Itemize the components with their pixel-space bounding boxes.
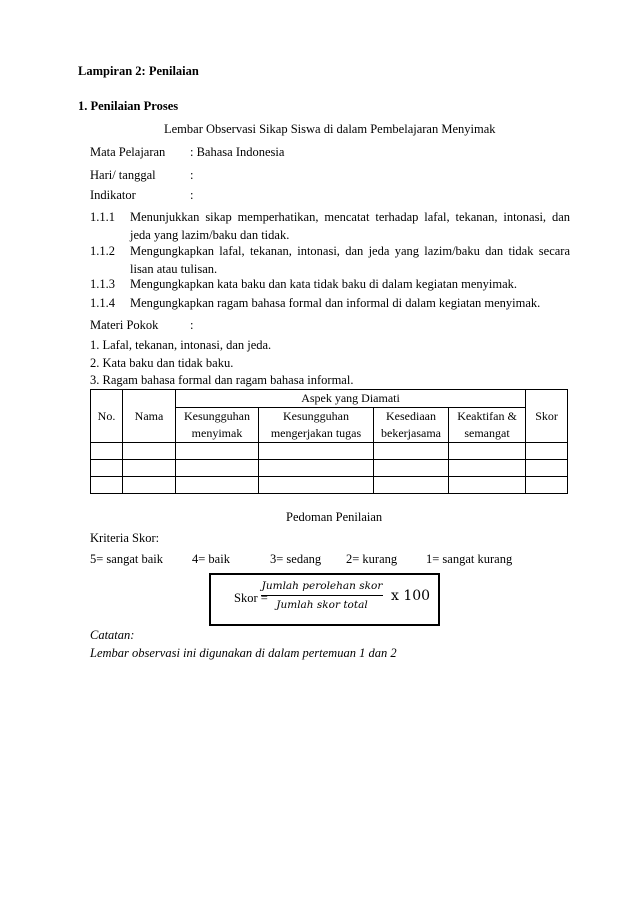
score-formula-box bbox=[209, 573, 440, 626]
fraction-line bbox=[261, 595, 383, 596]
indicator-item bbox=[90, 275, 570, 293]
field-value-indikator: : bbox=[190, 188, 194, 202]
field-label-indikator: Indikator bbox=[90, 188, 136, 202]
kriteria-label: Kriteria Skor: bbox=[90, 531, 160, 545]
indicator-text: Mengungkapkan ragam bahasa formal dan informal di dalam kegiatan menyimak. bbox=[130, 296, 541, 310]
pedoman-title: Pedoman Penilaian bbox=[286, 510, 383, 524]
field-value-hari-tanggal: : bbox=[190, 168, 194, 182]
kriteria-item: 5= sangat baik bbox=[90, 552, 164, 566]
materi-item: 3. Ragam bahasa formal dan ragam bahasa informal. bbox=[90, 373, 354, 387]
header-aspek-kesungguhan-menyimak: Kesungguhan menyimak bbox=[176, 408, 259, 443]
indicator-text: Menunjukkan sikap memperhatikan, mencatat terhadap lafal, tekanan, intonasi, dan jeda yang lazim/baku dan tidak. bbox=[130, 210, 570, 242]
table-row bbox=[91, 477, 568, 494]
formula-denominator: Jumlah skor total bbox=[276, 599, 368, 611]
table-row bbox=[91, 460, 568, 477]
materi-label: Materi Pokok bbox=[90, 318, 159, 332]
header-no: No. bbox=[91, 390, 123, 443]
field-label-mata-pelajaran: Mata Pelajaran bbox=[90, 145, 166, 159]
indicator-number: 1.1.2 bbox=[90, 244, 115, 258]
header-nama: Nama bbox=[123, 390, 176, 443]
indicator-text: Mengungkapkan kata baku dan kata tidak baku di dalam kegiatan menyimak. bbox=[130, 277, 518, 291]
header-aspek-diamati: Aspek yang Diamati bbox=[176, 390, 526, 408]
section-title: 1. Penilaian Proses bbox=[78, 99, 179, 113]
materi-value: : bbox=[190, 318, 194, 332]
formula-numerator: Jumlah perolehan skor bbox=[261, 580, 383, 592]
sheet-title: Lembar Observasi Sikap Siswa di dalam Pembelajaran Menyimak bbox=[164, 122, 496, 136]
kriteria-item: 2= kurang bbox=[346, 552, 398, 566]
header-skor: Skor bbox=[526, 390, 568, 443]
appendix-heading: Lampiran 2: Penilaian bbox=[78, 64, 199, 78]
header-aspek-keaktifan: Keaktifan & semangat bbox=[449, 408, 526, 443]
header-aspek-kesungguhan-tugas: Kesungguhan mengerjakan tugas bbox=[259, 408, 374, 443]
indicator-item bbox=[90, 242, 570, 278]
indicator-item bbox=[90, 208, 570, 244]
materi-item: 2. Kata baku dan tidak baku. bbox=[90, 356, 234, 370]
formula-multiplier: x 100 bbox=[391, 588, 431, 604]
table-row bbox=[91, 443, 568, 460]
indicator-text: Mengungkapkan lafal, tekanan, intonasi, dan jeda yang lazim/baku dan tidak secara lisan atau tulisan. bbox=[130, 244, 570, 276]
header-aspek-kesediaan: Kesediaan bekerjasama bbox=[374, 408, 449, 443]
indicator-number: 1.1.1 bbox=[90, 210, 115, 224]
indicator-number: 1.1.3 bbox=[90, 277, 115, 291]
kriteria-item: 1= sangat kurang bbox=[426, 552, 513, 566]
formula-lhs: Skor = bbox=[234, 591, 268, 605]
kriteria-item: 3= sedang bbox=[270, 552, 322, 566]
indicator-item bbox=[90, 294, 570, 312]
kriteria-item: 4= baik bbox=[192, 552, 230, 566]
catatan-text: Lembar observasi ini digunakan di dalam pertemuan 1 dan 2 bbox=[90, 646, 397, 660]
formula-fraction bbox=[261, 580, 383, 611]
catatan-label: Catatan: bbox=[90, 628, 135, 642]
field-value-mata-pelajaran: : Bahasa Indonesia bbox=[190, 145, 285, 159]
field-label-hari-tanggal: Hari/ tanggal bbox=[90, 168, 156, 182]
indicator-number: 1.1.4 bbox=[90, 296, 115, 310]
observation-table bbox=[90, 389, 568, 494]
materi-item: 1. Lafal, tekanan, intonasi, dan jeda. bbox=[90, 338, 272, 352]
